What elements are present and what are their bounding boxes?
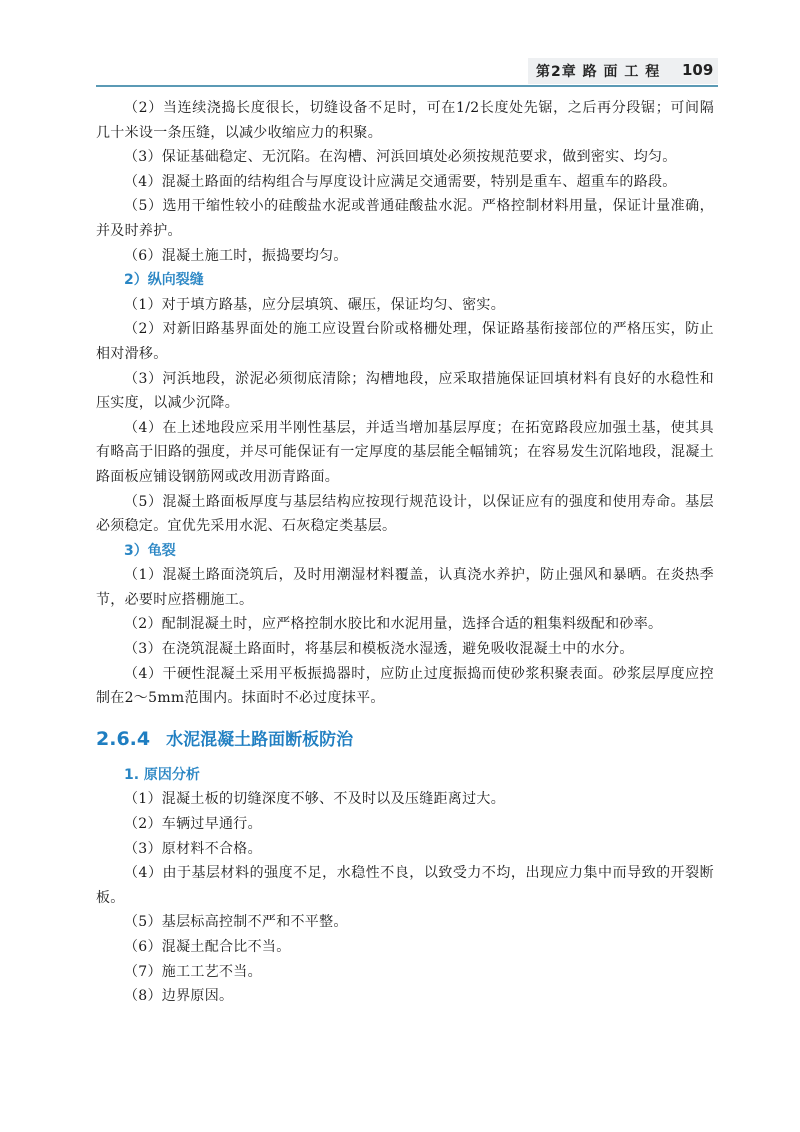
- paragraph: （3）河浜地段，淤泥必须彻底清除；沟槽地段，应采取措施保证回填材料有良好的水稳性和压实度，以减少沉降。: [96, 370, 714, 412]
- paragraph: （5）基层标高控制不严和不平整。: [124, 914, 348, 931]
- chapter-title: 第2章 路 面 工 程: [536, 64, 661, 80]
- running-header: [0, 58, 800, 86]
- paragraph: （5）混凝土路面板厚度与基层结构应按现行规范设计，以保证应有的强度和使用寿命。基层必须稳定。宜优先采用水泥、石灰稳定类基层。: [96, 493, 714, 535]
- paragraph: （3）原材料不合格。: [124, 840, 262, 857]
- subheading-map-cracking: 3）龟裂: [124, 542, 176, 559]
- subheading-cause-analysis: 1. 原因分析: [124, 766, 200, 783]
- paragraph: （2）配制混凝土时，应严格控制水胶比和水泥用量，选择合适的粗集料级配和砂率。: [124, 616, 663, 633]
- paragraph: （5）选用干缩性较小的硅酸盐水泥或普通硅酸盐水泥。严格控制材料用量，保证计量准确，并及时养护。: [96, 198, 714, 239]
- paragraph: （4）干硬性混凝土采用平板振捣器时，应防止过度振捣而使砂浆积聚表面。砂浆层厚度应控制在2～5mm范围内。抹面时不必过度抹平。: [96, 665, 714, 707]
- paragraph: （8）边界原因。: [124, 988, 234, 1005]
- paragraph: （3）在浇筑混凝土路面时，将基层和模板浇水湿透，避免吸收混凝土中的水分。: [124, 641, 634, 658]
- paragraph: （7）施工工艺不当。: [124, 963, 262, 980]
- paragraph: （3）保证基础稳定、无沉陷。在沟槽、河浜回填处必须按规范要求，做到密实、均匀。: [124, 149, 677, 166]
- paragraph: （6）混凝土配合比不当。: [124, 939, 291, 955]
- page-body: [96, 96, 714, 1009]
- paragraph: （1）对于填方路基，应分层填筑、碾压，保证均匀、密实。: [124, 296, 506, 313]
- paragraph: （2）当连续浇捣长度很长，切缝设备不足时，可在1/2长度处先锯，之后再分段锯；可间隔几十米设一条压缝，以减少收缩应力的积聚。: [96, 100, 714, 141]
- page-number: 109: [682, 61, 714, 79]
- section-number: 2.6.4: [96, 727, 151, 750]
- subheading-longitudinal-cracks: 2）纵向裂缝: [124, 272, 204, 289]
- paragraph: （4）由于基层材料的强度不足，水稳性不良，以致受力不均，出现应力集中而导致的开裂断板。: [96, 865, 714, 906]
- paragraph: （1）混凝土路面浇筑后，及时用潮湿材料覆盖，认真浇水养护，防止强风和暴晒。在炎热季节，必要时应搭棚施工。: [96, 567, 714, 608]
- paragraph: （4）混凝土路面的结构组合与厚度设计应满足交通需要，特别是重车、超重车的路段。: [124, 173, 677, 190]
- paragraph: （6）混凝土施工时，振捣要均匀。: [124, 247, 348, 264]
- paragraph: （2）车辆过早通行。: [124, 816, 262, 833]
- paragraph: （2）对新旧路基界面处的施工应设置台阶或格栅处理，保证路基衔接部位的严格压实，防止相对滑移。: [96, 321, 714, 362]
- paragraph: （4）在上述地段应采用半刚性基层，并适当增加基层厚度；在拓宽路段应加强土基，使其具有略高于旧路的强度，并尽可能保证有一定厚度的基层能全幅铺筑；在容易发生沉陷地段，混凝土路面板应铺设钢筋网或改用沥青路面。: [96, 419, 714, 485]
- section-heading: [96, 711, 714, 763]
- header-rule: [96, 85, 718, 87]
- section-title: 水泥混凝土路面断板防治: [166, 729, 354, 750]
- paragraph: （1）混凝土板的切缝深度不够、不及时以及压缝距离过大。: [124, 791, 506, 808]
